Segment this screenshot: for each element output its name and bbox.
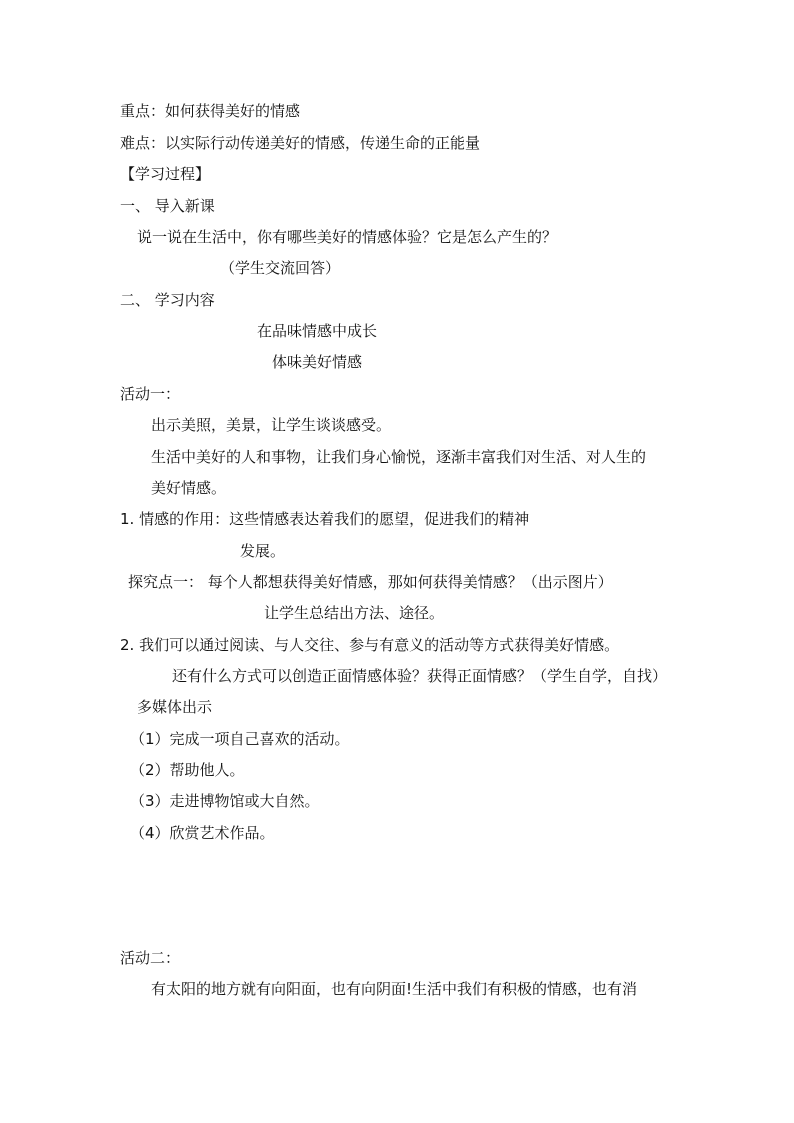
explore1-note: 让学生总结出方法、途径。 [264,604,445,622]
lesson-subtitle: 体味美好情感 [272,353,363,371]
explore1-line: 探究点一： 每个人都想获得美好情感，那如何获得美情感？（出示图片） [128,573,613,591]
intro-note: （学生交流回答） [220,259,341,277]
list-item: （4）欣赏艺术作品。 [130,824,275,842]
multimedia-label: 多媒体出示 [137,698,213,716]
focus-line: 重点：如何获得美好的情感 [120,102,301,120]
point1-line: 1. 情感的作用：这些情感表达着我们的愿望，促进我们的精神 [120,510,530,528]
question2-line: 还有什么方式可以创造正面情感体验？获得正面情感？（学生自学，自找） [172,667,668,685]
activity1-text: 生活中美好的人和事物，让我们身心愉悦，逐渐丰富我们对生活、对人生的 [151,448,647,466]
activity2-text: 有太阳的地方就有向阳面，也有向阴面!生活中我们有积极的情感，也有消 [151,980,638,998]
list-item: （2）帮助他人。 [130,761,245,779]
section1-heading: 一、 导入新课 [120,197,215,215]
list-item: （1）完成一项自己喜欢的活动。 [130,730,350,748]
intro-question: 说一说在生活中，你有哪些美好的情感体验？它是怎么产生的？ [137,228,558,246]
activity2-label: 活动二： [120,949,181,967]
activity1-text-continued: 美好情感。 [151,479,227,497]
section2-heading: 二、 学习内容 [120,291,215,309]
point1-continued: 发展。 [240,542,286,560]
lesson-title: 在品味情感中成长 [257,322,378,340]
activity1-label: 活动一： [120,385,181,403]
process-heading: 【学习过程】 [120,165,211,183]
point2-line: 2. 我们可以通过阅读、与人交往、参与有意义的活动等方式获得美好情感。 [120,636,620,654]
activity1-task: 出示美照，美景，让学生谈谈感受。 [151,416,392,434]
list-item: （3）走进博物馆或大自然。 [130,792,320,810]
difficulty-line: 难点：以实际行动传递美好的情感，传递生命的正能量 [120,134,481,152]
